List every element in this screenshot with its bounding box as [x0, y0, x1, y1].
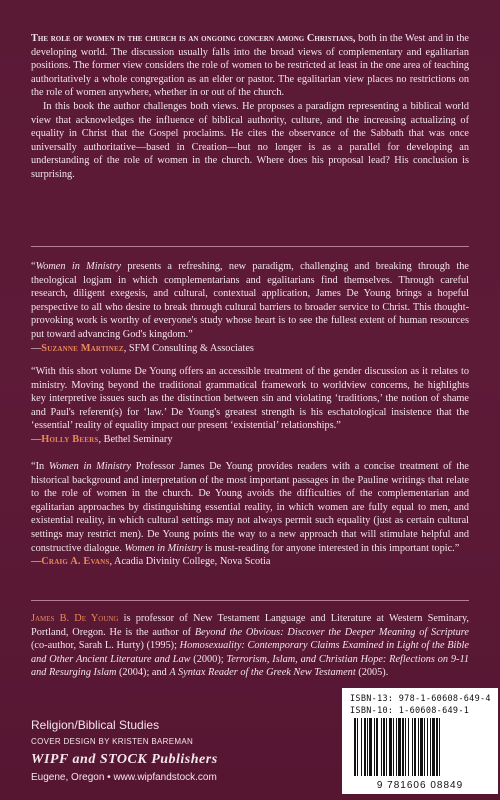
divider-top [31, 246, 469, 247]
bio-text: is professor of New Testament Language and Literature at Western Seminary, Portland, Oregon. He is the author of [31, 613, 469, 638]
endorsement-3-quote [31, 460, 469, 555]
quote-text: “In [31, 461, 49, 472]
blurb-paragraph-1-text: both in the West and in the developing world. The discussion usually falls into the broad views of complementary and egalitarian positions. The former view considers the role of women to be restricted at least in the one area of teaching authoritatively a whole congregation as an elder or pastor. The egalitarian view places no restrictions on the role of women anywhere, whether in or out of the church. [31, 33, 469, 99]
endorsement-3 [31, 460, 469, 569]
open-quote: “ [31, 261, 36, 272]
cover-design-credit: COVER DESIGN BY KRISTEN BAREMAN [31, 737, 194, 746]
barcode-number: 9 781606 08849 [376, 780, 464, 791]
divider-bottom [31, 600, 469, 601]
author-bio [31, 612, 469, 680]
blurb [31, 32, 469, 182]
endorsement-1-quote [31, 260, 469, 342]
book-title: Women in Ministry [48, 461, 132, 472]
publisher-name: WIPF and STOCK Publishers [31, 752, 218, 767]
endorsement-3-attribution [31, 555, 469, 569]
bio-text: (co-author, Sarah L. Hurty) (1995); [31, 640, 180, 652]
book-title: Homosexuality: Contemporary Claims Examined in Light of the Bible and Other Ancient Literature and Law [31, 640, 469, 665]
book-title: A Syntax Reader of the Greek New Testament [169, 667, 356, 679]
publisher-location: Eugene, Oregon • www.wipfandstock.com [31, 772, 217, 783]
endorser-name: Holly Beers [41, 433, 99, 445]
dash: — [31, 556, 42, 568]
endorsement-2-quote: “With this short volume De Young offers an accessible treatment of the gender discussion as it relates to ministry. Moving beyond the traditional grammatical framework to worldview concerns, he highlights key interpretive issues such as the distinction between sin and violating ‘traditions,’ the notion of shame and Paul's referent(s) for ‘law.’ De Young's greatest strength is his eschatological insistence that the ‘essential’ reality of equality impact our present ‘existential’ relationships.” [31, 366, 469, 432]
bio-text: (2000); [190, 653, 227, 665]
endorsement-1 [31, 260, 469, 355]
bio-text: (2005). [355, 667, 389, 679]
barcode-panel [342, 688, 498, 794]
author-name: James B. De Young [31, 613, 119, 624]
bio-text: (2004); and [116, 667, 170, 679]
book-title: Beyond the Obvious: Discover the Deeper Meaning of Scripture [194, 626, 469, 638]
isbn-13: ISBN-13: 978-1-60608-649-4 [350, 694, 491, 704]
book-title: Women in Ministry [35, 261, 122, 272]
author-bio-text [31, 612, 469, 680]
quote-text: is must-reading for anyone interested in this important topic.” [202, 542, 460, 554]
endorsement-1-attribution [31, 342, 469, 356]
blurb-lead: The role of women in the church is an ongoing concern among Christians, [31, 33, 356, 44]
endorser-affiliation: , Acadia Divinity College, Nova Scotia [109, 556, 271, 568]
quote-text: presents a refreshing, new paradigm, challenging and breaking through the theological logjam in which complementarians and egalitarians find themselves. Through careful research, diligent exegesis, and cultural, contextual application, James De Young brings a hopeful perspective to all who desire to break through cultural barriers to broader service to Christ. This thought-provoking work is worthy of everyone's study whose heart is to see the fullest extent of human resources put toward advancing God's kingdom.” [31, 261, 469, 340]
dash: — [31, 433, 42, 445]
endorser-affiliation: , SFM Consulting & Associates [123, 342, 254, 354]
dash: — [31, 342, 42, 354]
book-title: Terrorism, Islam, and Christian Hope: Reflections on 9-11 and Resurging Islam [31, 653, 469, 679]
barcode-icon [342, 718, 498, 780]
book-title: Women in Ministry [124, 542, 203, 554]
endorsement-2-attribution [31, 433, 469, 447]
endorser-name: Craig A. Evans [41, 556, 110, 568]
blurb-paragraph-2: In this book the author challenges both views. He proposes a paradigm representing a biblical world view that acknowledges the influence of biblical authority, culture, and the increasing actualizing of equality in Christ that the Gospel proclaims. He cites the observance of the Sabbath that was once universally authoritative—based in Creation—but no longer is as a parallel for developing an understanding of the role of women in the church. Where does his proposal lead? His conclusion is surprising. [31, 100, 469, 180]
isbn-10: ISBN-10: 1-60608-649-1 [350, 706, 470, 716]
endorser-affiliation: , Bethel Seminary [98, 433, 173, 445]
blurb-paragraph-1 [31, 32, 469, 100]
quote-text: Professor James De Young provides readers with a concise treatment of the historical background and interpretation of the most important passages in the Pauline writings that relate to the role of women in the church. De Young avoids the difficulties of the complementarian and egalitarian approaches by distinguishing essential reality, in which women are fully equal to men, and existential reality, in which cultural settings may not always permit such equality (just as certain cultural settings may restrict men). De Young points the way to a new approach that will stimulate helpful and constructive dialogue. [31, 461, 469, 554]
endorser-name: Suzanne Martinez [41, 342, 124, 354]
category-label: Religion/Biblical Studies [31, 718, 160, 732]
endorsement-2 [31, 365, 469, 447]
